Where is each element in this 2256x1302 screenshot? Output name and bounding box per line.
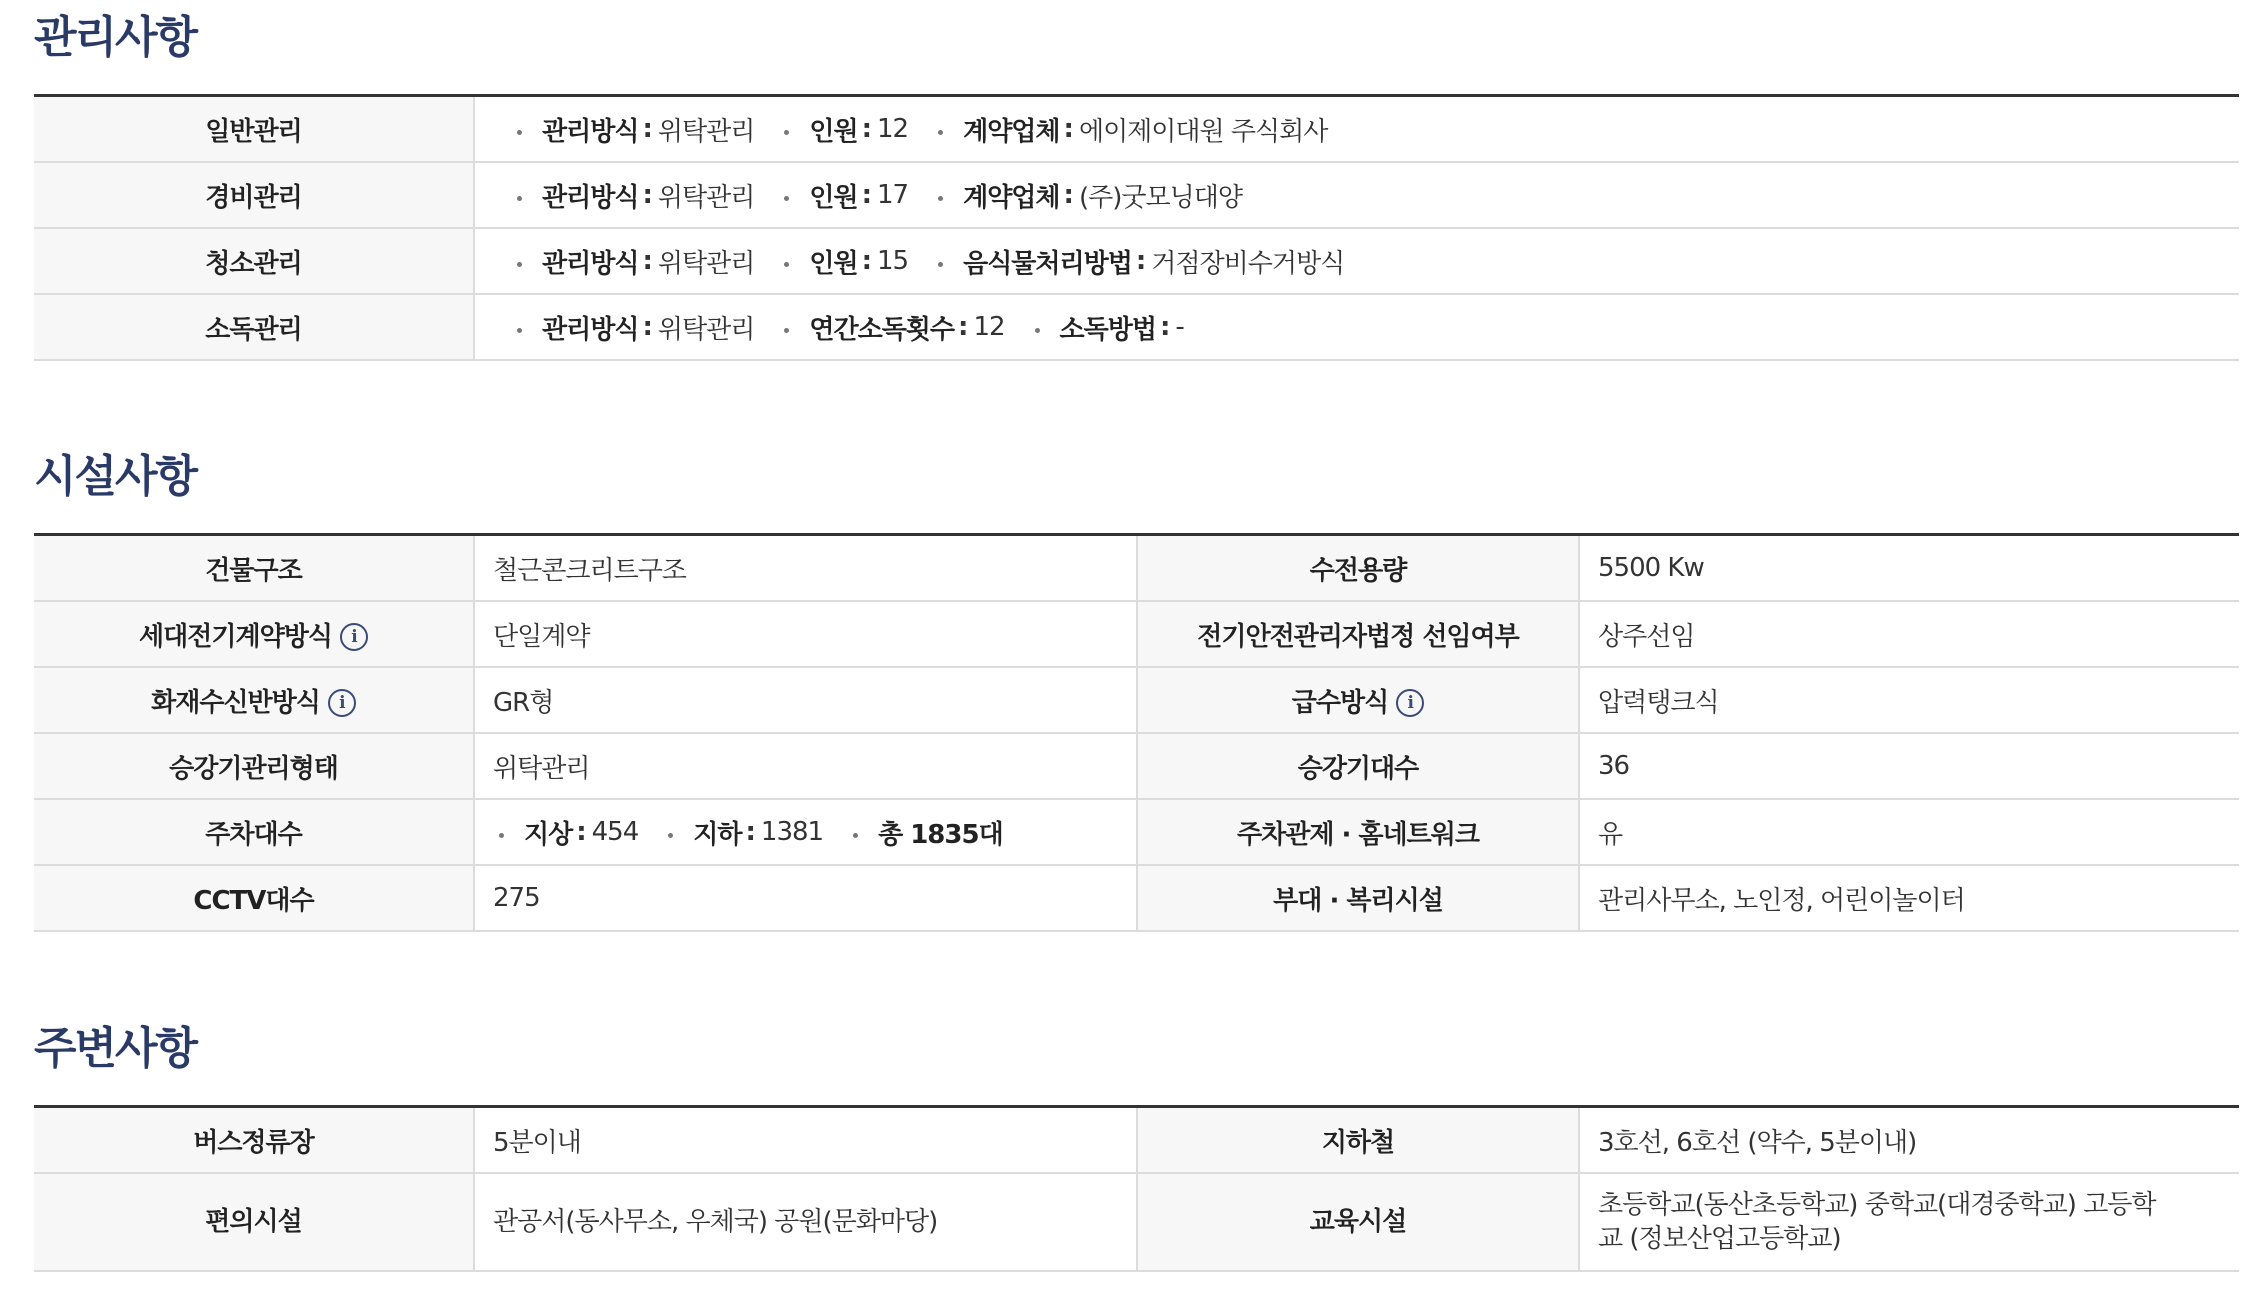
- row-label-disinfection: 소독관리: [34, 294, 474, 360]
- value-convenience: 관공서(동사무소, 우체국) 공원(문화마당): [474, 1173, 1137, 1271]
- label-fire-panel: [34, 667, 474, 733]
- facilities-table: [34, 533, 2239, 932]
- item-value: 위탁관리: [657, 116, 755, 147]
- label-text: 화재수신반방식: [151, 687, 320, 718]
- list-item: 인원 : 17: [784, 177, 908, 214]
- item-key: 인원: [809, 182, 858, 213]
- item-key: 관리방식: [542, 248, 639, 279]
- item-value: 위탁관리: [657, 248, 755, 279]
- facilities-title: 시설사항: [34, 451, 197, 502]
- label-parking-count: 주차대수: [34, 799, 474, 865]
- facilities-section: [34, 439, 2239, 932]
- label-elevator-management: 승강기관리형태: [34, 733, 474, 799]
- table-row: [34, 96, 2239, 163]
- label-text: 세대전기계약방식: [139, 621, 332, 652]
- bullet-icon: [499, 833, 504, 838]
- item-value: -: [1175, 312, 1184, 342]
- info-icon[interactable]: i: [328, 689, 356, 717]
- table-row: [34, 601, 2239, 667]
- label-bus-stop: 버스정류장: [34, 1107, 474, 1174]
- row-label-cleaning: 청소관리: [34, 228, 474, 294]
- info-icon[interactable]: i: [340, 623, 368, 651]
- item-value: 12: [973, 312, 1005, 342]
- management-section: [34, 0, 2239, 361]
- item-value: 454: [591, 817, 639, 847]
- label-electric-safety-manager: 전기안전관리자법정 선임여부: [1137, 601, 1579, 667]
- value-power-capacity: 5500 Kw: [1579, 535, 2239, 602]
- row-value-security: [474, 162, 2239, 228]
- bullet-icon: [1035, 328, 1040, 333]
- item-key: 연간소독횟수: [809, 314, 955, 345]
- management-table: [34, 94, 2239, 361]
- value-subway: 3호선, 6호선 (약수, 5분이내): [1579, 1107, 2239, 1174]
- list-item: 지하 : 1381: [668, 814, 823, 851]
- item-key: 음식물처리방법: [963, 248, 1132, 279]
- surroundings-title: 주변사항: [34, 1023, 197, 1074]
- bullet-icon: [784, 130, 789, 135]
- label-parking-control: 주차관제 · 홈네트워크: [1137, 799, 1579, 865]
- table-row: [34, 799, 2239, 865]
- table-row: [34, 865, 2239, 931]
- label-elevator-count: 승강기대수: [1137, 733, 1579, 799]
- table-row: [34, 294, 2239, 360]
- bullet-icon: [853, 833, 858, 838]
- management-title: 관리사항: [34, 12, 197, 63]
- list-item: 인원 : 12: [784, 111, 908, 148]
- value-water-supply: 압력탱크식: [1579, 667, 2239, 733]
- bullet-icon: [517, 196, 522, 201]
- surroundings-table: [34, 1105, 2239, 1272]
- list-item: 관리방식 : 위탁관리: [517, 309, 754, 346]
- list-item: 인원 : 15: [784, 243, 908, 280]
- item-key: 관리방식: [542, 116, 639, 147]
- bullet-icon: [938, 196, 943, 201]
- label-subway: 지하철: [1137, 1107, 1579, 1174]
- list-item: 계약업체 : 에이제이대원 주식회사: [938, 111, 1327, 148]
- list-item: 음식물처리방법 : 거점장비수거방식: [938, 243, 1344, 280]
- value-electric-contract: 단일계약: [474, 601, 1137, 667]
- bullet-icon: [784, 328, 789, 333]
- info-icon[interactable]: i: [1396, 689, 1424, 717]
- surroundings-section: [34, 1011, 2239, 1272]
- item-value: (주)굿모닝대양: [1078, 182, 1242, 213]
- label-water-supply: [1137, 667, 1579, 733]
- item-key: 인원: [809, 248, 858, 279]
- item-value: 위탁관리: [657, 182, 755, 213]
- value-elevator-management: 위탁관리: [474, 733, 1137, 799]
- label-text: 급수방식: [1291, 687, 1389, 718]
- table-row: [34, 228, 2239, 294]
- row-value-general: [474, 96, 2239, 163]
- table-row: [34, 1173, 2239, 1271]
- item-key: 관리방식: [542, 182, 639, 213]
- label-power-capacity: 수전용량: [1137, 535, 1579, 602]
- item-key: 관리방식: [542, 314, 639, 345]
- list-item: 관리방식 : 위탁관리: [517, 243, 754, 280]
- bullet-icon: [517, 262, 522, 267]
- value-education: [1579, 1173, 2239, 1271]
- item-value: 1381: [760, 817, 824, 847]
- value-parking-control: 유: [1579, 799, 2239, 865]
- label-convenience: 편의시설: [34, 1173, 474, 1271]
- item-key: 인원: [809, 116, 858, 147]
- item-key: 소독방법: [1059, 314, 1157, 345]
- table-row: [34, 667, 2239, 733]
- list-item: 계약업체 : (주)굿모닝대양: [938, 177, 1242, 214]
- list-item: [853, 814, 1003, 851]
- item-key: 계약업체: [963, 182, 1060, 213]
- row-value-disinfection: [474, 294, 2239, 360]
- bullet-icon: [784, 196, 789, 201]
- item-value: 위탁관리: [657, 314, 755, 345]
- item-value: 거점장비수거방식: [1151, 248, 1345, 279]
- item-value: 12: [876, 114, 909, 144]
- education-text: 초등학교(동산초등학교) 중학교(대경중학교) 고등학교 (정보산업고등학교): [1598, 1190, 2156, 1254]
- label-electric-contract: [34, 601, 474, 667]
- value-electric-safety-manager: 상주선임: [1579, 601, 2239, 667]
- label-amenities: 부대 · 복리시설: [1137, 865, 1579, 931]
- label-cctv-count: CCTV대수: [34, 865, 474, 931]
- value-parking-count: [474, 799, 1137, 865]
- list-item: 관리방식 : 위탁관리: [517, 111, 754, 148]
- table-row: [34, 1107, 2239, 1174]
- table-row: [34, 535, 2239, 602]
- list-item: 연간소독횟수 : 12: [784, 309, 1004, 346]
- table-row: [34, 733, 2239, 799]
- label-education: 교육시설: [1137, 1173, 1579, 1271]
- bullet-icon: [517, 328, 522, 333]
- value-cctv-count: 275: [474, 865, 1137, 931]
- value-amenities: 관리사무소, 노인정, 어린이놀이터: [1579, 865, 2239, 931]
- row-value-cleaning: [474, 228, 2239, 294]
- list-item: 관리방식 : 위탁관리: [517, 177, 754, 214]
- bullet-icon: [668, 833, 673, 838]
- item-value: 에이제이대원 주식회사: [1078, 116, 1328, 147]
- bullet-icon: [938, 130, 943, 135]
- item-value: 17: [876, 180, 909, 210]
- list-item: 소독방법 : -: [1035, 309, 1184, 346]
- value-elevator-count: 36: [1579, 733, 2239, 799]
- value-bus-stop: 5분이내: [474, 1107, 1137, 1174]
- item-key: 지상: [524, 819, 573, 850]
- item-key: 총: [878, 819, 903, 850]
- item-value: 1835대: [910, 819, 1003, 850]
- item-key: 계약업체: [963, 116, 1060, 147]
- bullet-icon: [938, 262, 943, 267]
- item-key: 지하: [693, 819, 742, 850]
- label-building-structure: 건물구조: [34, 535, 474, 602]
- bullet-icon: [517, 130, 522, 135]
- value-building-structure: 철근콘크리트구조: [474, 535, 1137, 602]
- row-label-security: 경비관리: [34, 162, 474, 228]
- table-row: [34, 162, 2239, 228]
- value-fire-panel: GR형: [474, 667, 1137, 733]
- row-label-general: 일반관리: [34, 96, 474, 163]
- item-value: 15: [876, 246, 909, 276]
- list-item: 지상 : 454: [499, 814, 638, 851]
- bullet-icon: [784, 262, 789, 267]
